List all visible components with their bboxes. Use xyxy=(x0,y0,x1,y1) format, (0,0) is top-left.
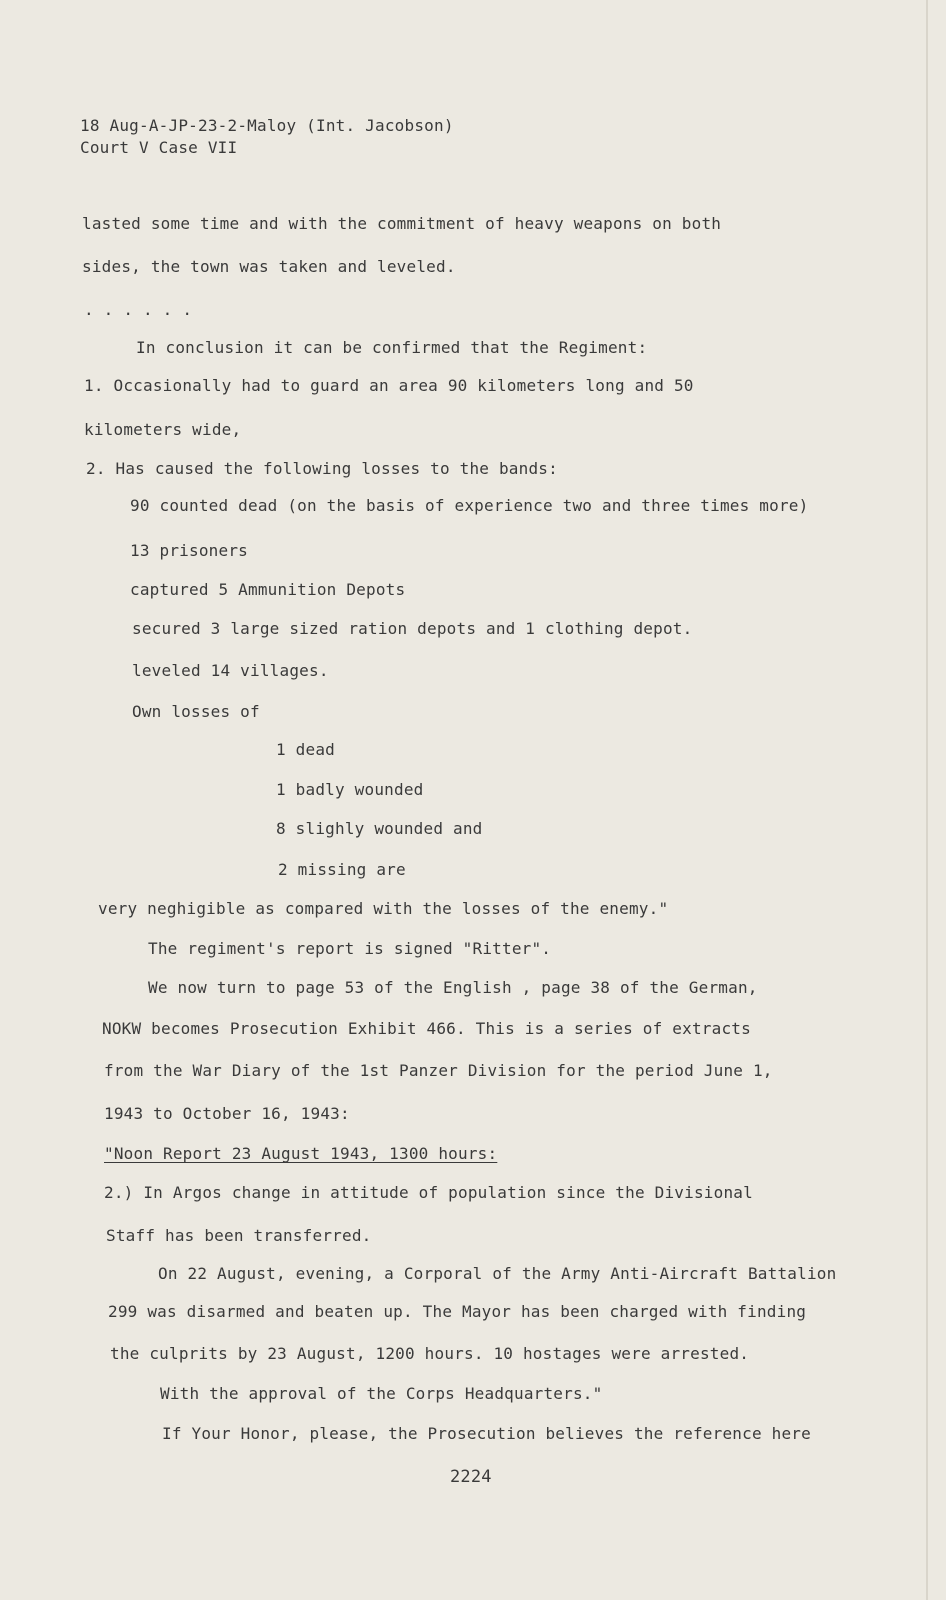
text-line: 1. Occasionally had to guard an area 90 kilometers long and 50 xyxy=(84,376,694,395)
page-number: 2224 xyxy=(450,1467,492,1487)
list-item: secured 3 large sized ration depots and 1 clothing depot. xyxy=(132,619,693,638)
text-line: Staff has been transferred. xyxy=(106,1226,372,1245)
text-line: lasted some time and with the commitment of heavy weapons on both xyxy=(82,214,722,233)
list-item: captured 5 Ammunition Depots xyxy=(130,580,406,599)
text-line: 2. Has caused the following losses to the bands: xyxy=(86,459,558,478)
list-item: 90 counted dead (on the basis of experience two and three times more) xyxy=(130,496,809,515)
ellipsis-line: . . . . . . xyxy=(84,300,193,319)
text-line: We now turn to page 53 of the English , page 38 of the German, xyxy=(148,978,758,997)
text-line: With the approval of the Corps Headquarters." xyxy=(160,1384,603,1403)
header-reference-line: 18 Aug-A-JP-23-2-Maloy (Int. Jacobson) xyxy=(80,116,454,135)
list-item: leveled 14 villages. xyxy=(132,661,329,680)
text-line: the culprits by 23 August, 1200 hours. 10 hostages were arrested. xyxy=(110,1344,750,1363)
text-line: from the War Diary of the 1st Panzer Division for the period June 1, xyxy=(104,1061,773,1080)
report-heading: "Noon Report 23 August 1943, 1300 hours: xyxy=(104,1144,498,1163)
text-line: sides, the town was taken and leveled. xyxy=(82,257,456,276)
text-line: 2.) In Argos change in attitude of population since the Divisional xyxy=(104,1183,753,1202)
page-edge xyxy=(926,0,928,1600)
text-line: 1943 to October 16, 1943: xyxy=(104,1104,350,1123)
text-line: The regiment's report is signed "Ritter". xyxy=(148,939,552,958)
text-line: very neghigible as compared with the losses of the enemy." xyxy=(98,899,669,918)
list-item: 13 prisoners xyxy=(130,541,248,560)
loss-item: 2 missing are xyxy=(278,860,406,879)
text-line: In conclusion it can be confirmed that the Regiment: xyxy=(136,338,648,357)
text-line: 299 was disarmed and beaten up. The Mayor has been charged with finding xyxy=(108,1302,807,1321)
text-line: On 22 August, evening, a Corporal of the Army Anti-Aircraft Battalion xyxy=(158,1264,837,1283)
text-line: kilometers wide, xyxy=(84,420,242,439)
loss-item: 1 badly wounded xyxy=(276,780,424,799)
list-item: Own losses of xyxy=(132,702,260,721)
text-line: NOKW becomes Prosecution Exhibit 466. This is a series of extracts xyxy=(102,1019,751,1038)
loss-item: 1 dead xyxy=(276,740,335,759)
loss-item: 8 slighly wounded and xyxy=(276,819,483,838)
header-court-case-line: Court V Case VII xyxy=(80,138,238,157)
text-line: If Your Honor, please, the Prosecution believes the reference here xyxy=(162,1424,811,1443)
